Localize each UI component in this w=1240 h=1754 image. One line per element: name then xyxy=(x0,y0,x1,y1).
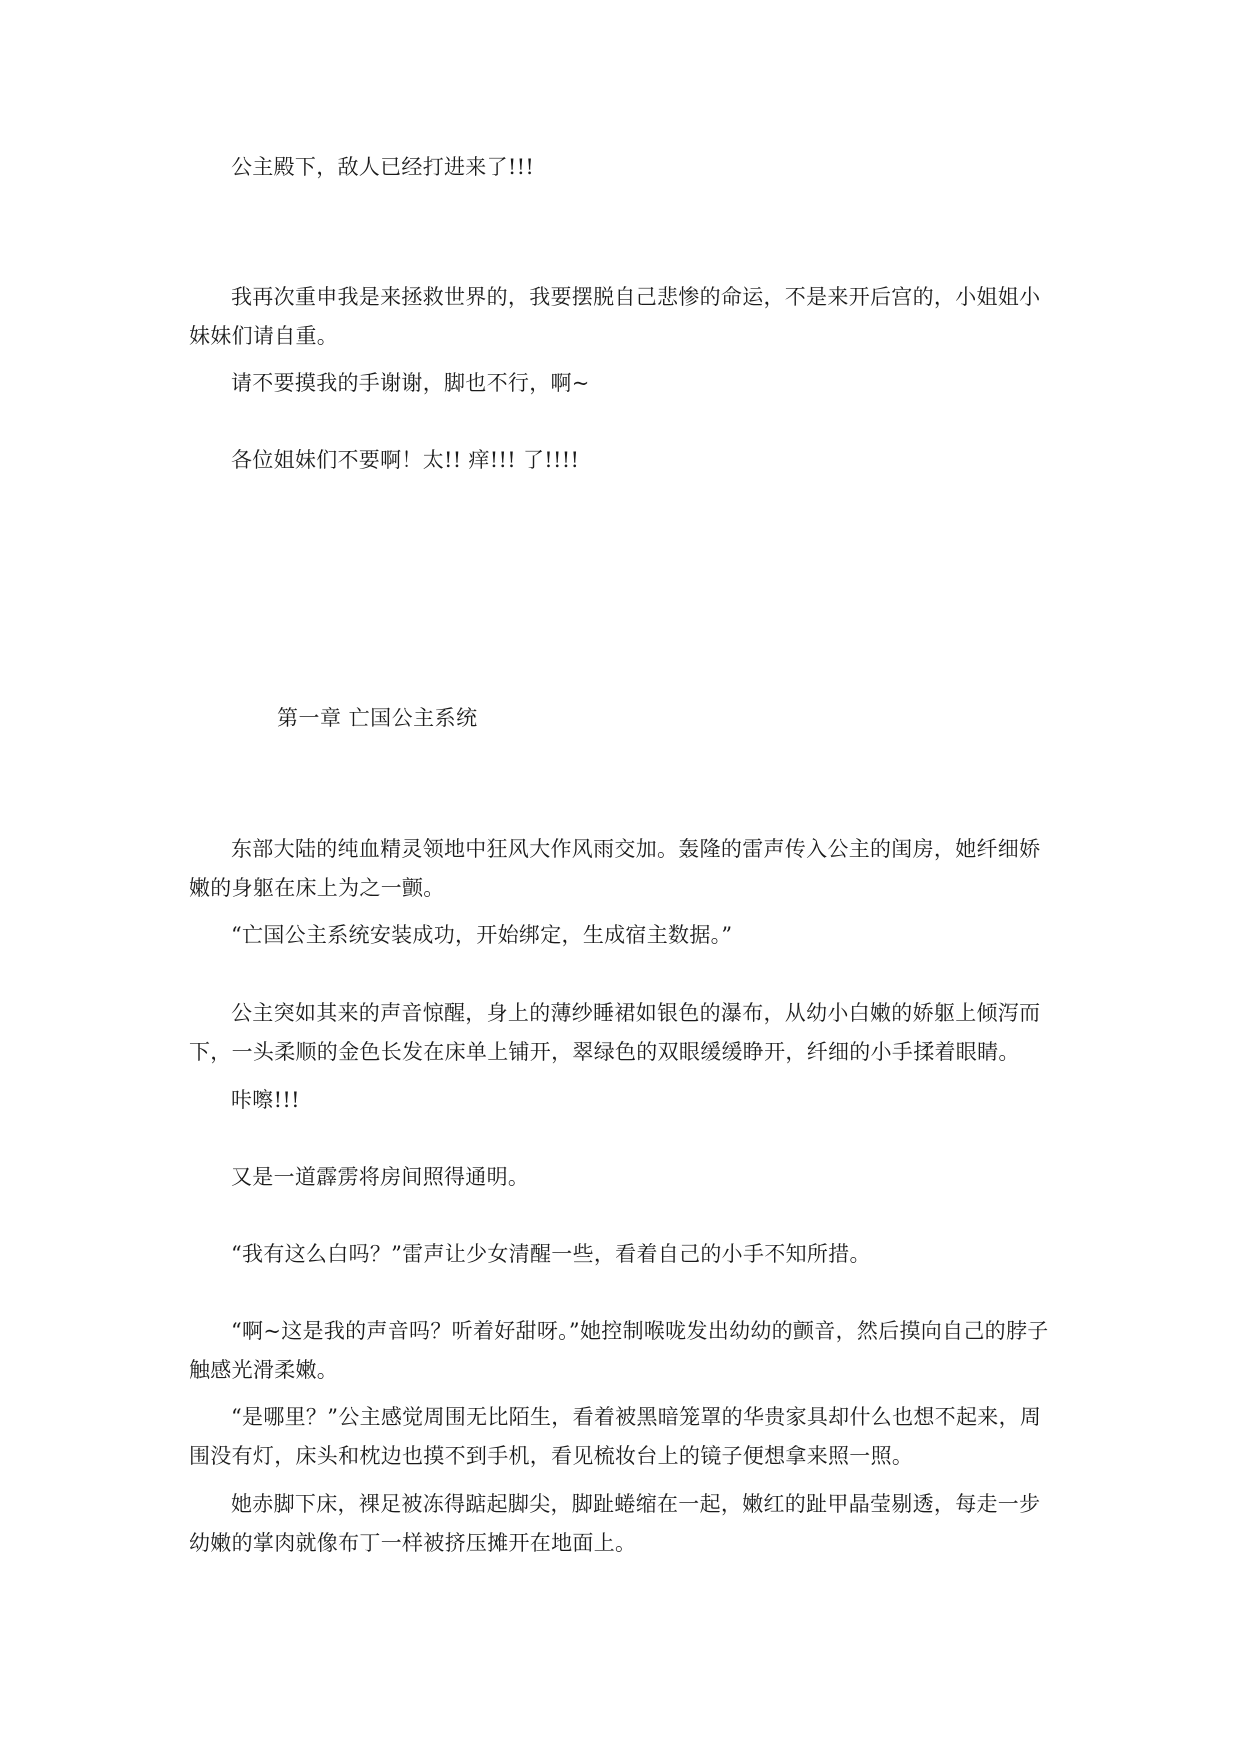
preface-paragraph-3: 请不要摸我的手谢谢，脚也不行，啊~ xyxy=(231,371,590,395)
preface-paragraph-4: 各位姐妹们不要啊！太!! 痒!!! 了!!!! xyxy=(231,448,580,472)
preface-paragraph-1: 公主殿下，敌人已经打进来了!!! xyxy=(231,155,535,179)
body-paragraph-7: “啊~这是我的声音吗？听着好甜呀。”她控制喉咙发出幼幼的颤音，然后摸向自己的脖子触感光滑柔嫩。 xyxy=(189,1319,1049,1382)
chapter-title: 第一章 亡国公主系统 xyxy=(277,706,478,730)
body-paragraph-3: 公主突如其来的声音惊醒，身上的薄纱睡裙如银色的瀑布，从幼小白嫩的娇躯上倾泻而下，一头柔顺的金色长发在床单上铺开，翠绿色的双眼缓缓睁开，纤细的小手揉着眼睛。 xyxy=(189,1001,1041,1064)
body-paragraph-2: “亡国公主系统安装成功，开始绑定，生成宿主数据。” xyxy=(231,923,733,947)
preface-paragraph-2: 我再次重申我是来拯救世界的，我要摆脱自己悲惨的命运，不是来开后宫的，小姐姐小妹妹们请自重。 xyxy=(189,285,1041,348)
body-paragraph-9: 她赤脚下床，裸足被冻得踮起脚尖，脚趾蜷缩在一起，嫩红的趾甲晶莹剔透，每走一步幼嫩的掌肉就像布丁一样被挤压摊开在地面上。 xyxy=(189,1492,1041,1555)
body-paragraph-4: 咔嚓!!! xyxy=(231,1088,300,1112)
body-paragraph-6: “我有这么白吗？”雷声让少女清醒一些，看着自己的小手不知所措。 xyxy=(231,1242,871,1266)
body-paragraph-1: 东部大陆的纯血精灵领地中狂风大作风雨交加。轰隆的雷声传入公主的闺房，她纤细娇嫩的身躯在床上为之一颤。 xyxy=(189,837,1041,900)
body-paragraph-5: 又是一道霹雳将房间照得通明。 xyxy=(231,1165,530,1189)
body-paragraph-8: “是哪里？”公主感觉周围无比陌生，看着被黑暗笼罩的华贵家具却什么也想不起来，周围没有灯，床头和枕边也摸不到手机，看见梳妆台上的镜子便想拿来照一照。 xyxy=(189,1405,1042,1468)
